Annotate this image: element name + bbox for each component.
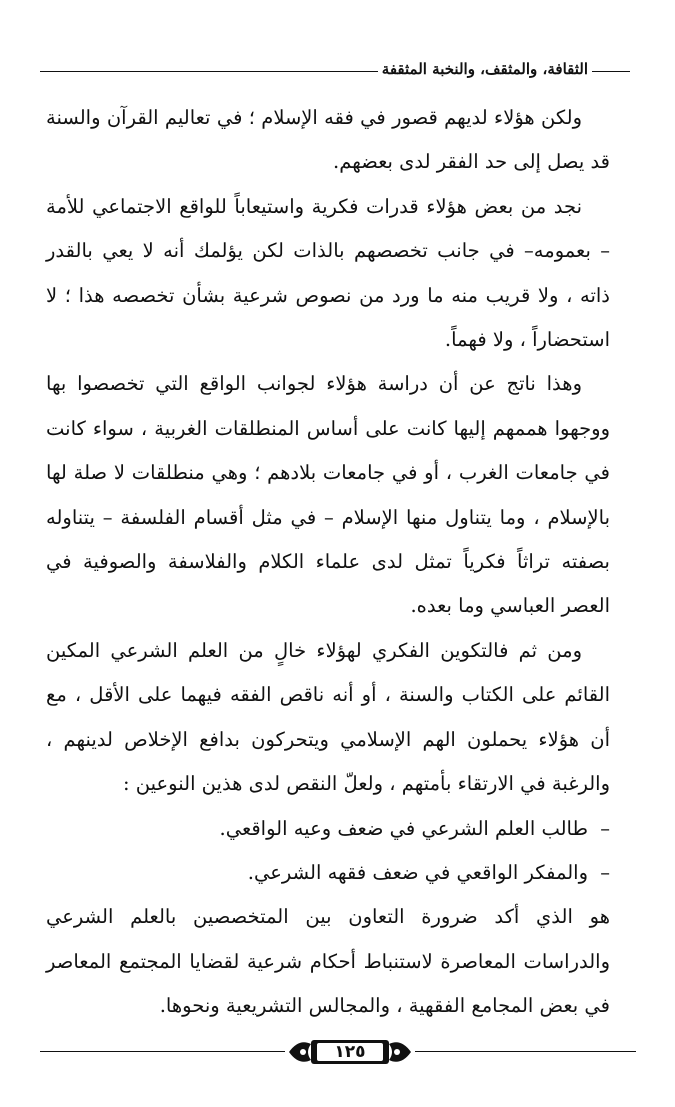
page-footer (40, 1032, 636, 1072)
paragraph-3: وهذا ناتج عن أن دراسة هؤلاء لجوانب الواقع التي تخصصوا بها ووجهوا هممهم إليها كانت على أساس المنطلقات الغربية ، سواء كانت في جامعات الغرب ، أو في جامعات بلادهم ؛ وهي منطلقات لا صلة لها بالإسلام ، وما يتناول منها الإسلام – في مثل أقسام الفلسفة – يتناوله بصفته تراثاً فكرياً تمثل لدى علماء الكلام والفلاسفة والصوفية في العصر العباسي وما بعده. (46, 372, 610, 618)
list-item (46, 851, 610, 895)
list-dash: – (600, 860, 610, 884)
paragraph-1: ولكن هؤلاء لديهم قصور في فقه الإسلام ؛ في تعاليم القرآن والسنة قد يصل إلى حد الفقر لدى بعضهم. (46, 106, 610, 174)
running-header (40, 58, 630, 82)
page-body (46, 96, 610, 1029)
paragraph-4: ومن ثم فالتكوين الفكري لهؤلاء خالٍ من العلم الشرعي المكين القائم على الكتاب والسنة ، أو أنه ناقص الفقه فيهما على الأقل ، مع أن هؤلاء يحملون الهم الإسلامي ويتحركون بدافع الإخلاص لدينهم ، والرغبة في الارتقاء بأمتهم ، ولعلّ النقص لدى هذين النوعين : (46, 638, 610, 796)
list-dash: – (600, 816, 610, 840)
header-title: الثقافة، والمثقف، والنخبة المثقفة (378, 60, 592, 78)
paragraph-2: نجد من بعض هؤلاء قدرات فكرية واستيعاباً للواقع الاجتماعي للأمة – بعمومه– في جانب تخصصهم بالذات لكن يؤلمك أنه لا يعي بالقدر ذاته ، ولا قريب منه ما ورد من نصوص شرعية بشأن تخصصه هذا ؛ لا استحضاراً ، ولا فهماً. (46, 194, 610, 352)
list-item (46, 807, 610, 851)
page-number: ١٢٥ (334, 1042, 366, 1062)
list-item-text: والمفكر الواقعي في ضعف فقهه الشرعي. (247, 860, 588, 884)
closing-paragraph: هو الذي أكد ضرورة التعاون بين المتخصصين بالعلم الشرعي والدراسات المعاصرة لاستنباط أحكام شرعية لقضايا المجتمع المعاصر في بعض المجامع الفقهية ، والمجالس التشريعية ونحوها. (46, 905, 610, 1018)
list-item-text: طالب العلم الشرعي في ضعف وعيه الواقعي. (219, 816, 588, 840)
